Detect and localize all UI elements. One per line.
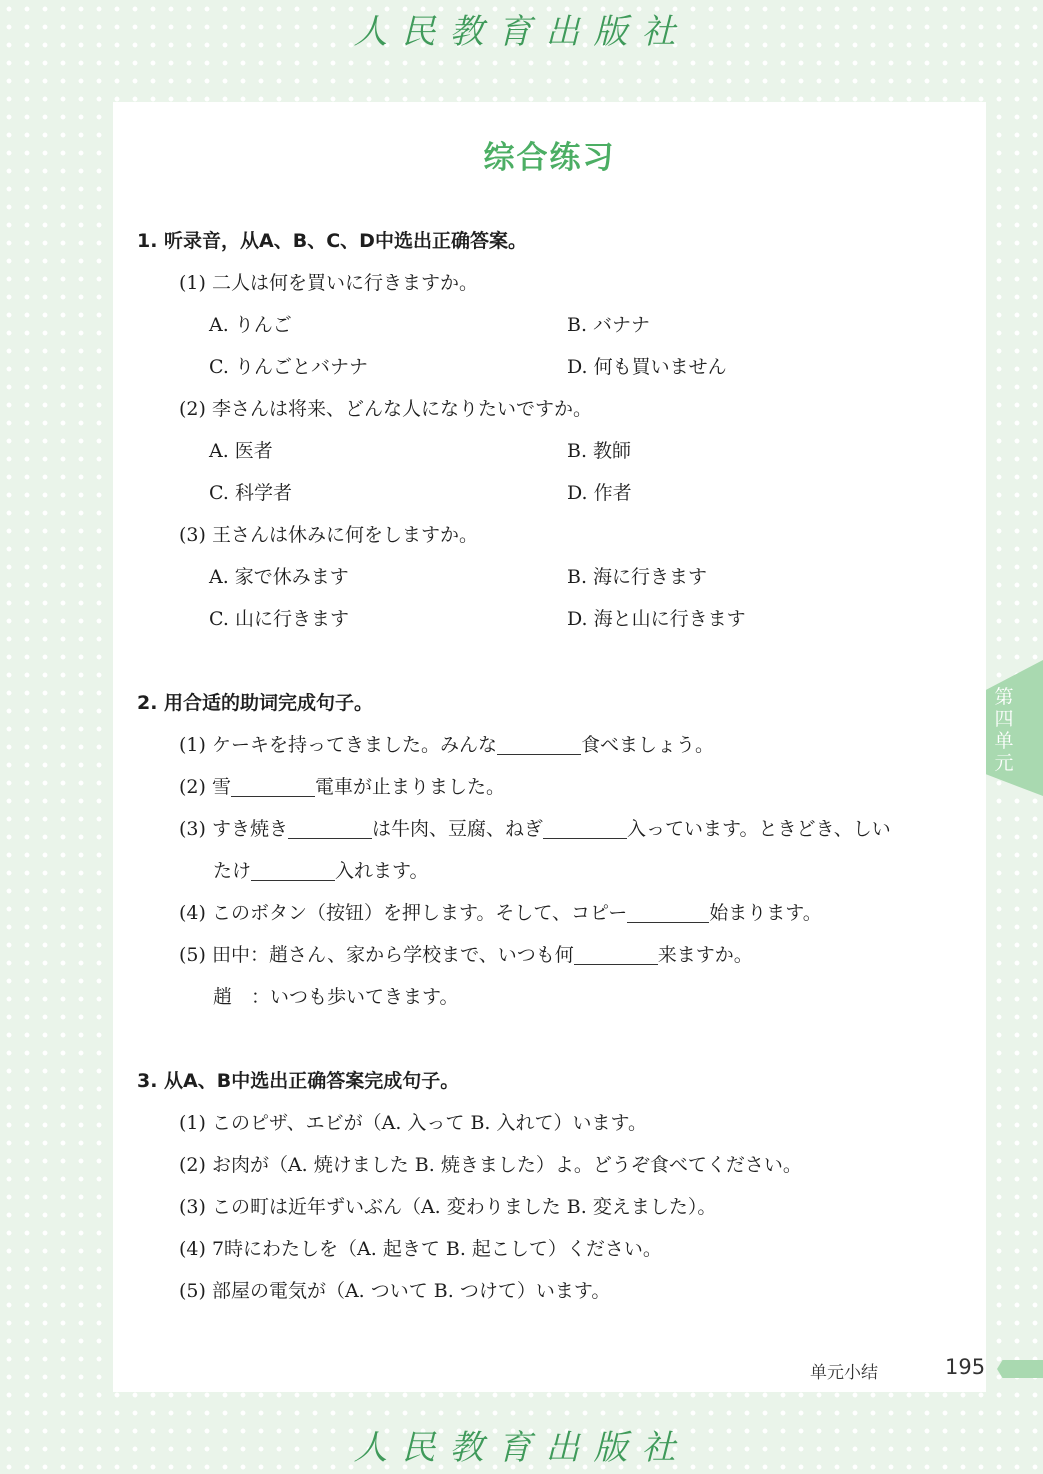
q2-sentence-2 bbox=[179, 774, 505, 800]
answer-blank[interactable] bbox=[288, 816, 372, 839]
q1-item-3-option-a: A. 家で休みます bbox=[209, 566, 349, 588]
q2-s3-text-b: は牛肉、豆腐、ねぎ bbox=[371, 818, 543, 840]
q1-item-1-option-d: D. 何も買いません bbox=[567, 356, 727, 378]
q3-item-5: (5) 部屋の電気が（A. ついて B. つけて）います。 bbox=[179, 1280, 611, 1302]
q1-item-2-option-a: A. 医者 bbox=[209, 440, 273, 462]
q2-s4-text-a: (4) このボタン（按钮）を押します。そして、コピー bbox=[179, 902, 628, 924]
answer-blank[interactable] bbox=[497, 732, 581, 755]
section-title: 综合练习 bbox=[483, 140, 616, 176]
q2-s3-text-d: たけ bbox=[213, 860, 252, 882]
answer-blank[interactable] bbox=[574, 942, 658, 965]
q2-s1-text-a: (1) ケーキを持ってきました。みんな bbox=[179, 734, 497, 756]
q1-item-1-option-a: A. りんご bbox=[209, 314, 292, 336]
q2-sentence-4 bbox=[179, 900, 822, 926]
publisher-logo-bottom: 人民教育出版社 bbox=[353, 1428, 690, 1468]
q2-sentence-5 bbox=[179, 942, 753, 968]
q1-item-3-option-b: B. 海に行きます bbox=[567, 566, 708, 588]
q3-item-3: (3) この町は近年ずいぶん（A. 変わりました B. 変えました）。 bbox=[179, 1196, 717, 1218]
question-3-heading: 3. 从A、B中选出正确答案完成句子。 bbox=[137, 1070, 460, 1092]
publisher-logo-top: 人民教育出版社 bbox=[353, 12, 690, 52]
q1-item-2-option-d: D. 作者 bbox=[567, 482, 632, 504]
page-sheet bbox=[113, 102, 986, 1392]
q2-s5-text-b: 来ますか。 bbox=[657, 944, 753, 966]
q1-item-3-option-c: C. 山に行きます bbox=[209, 608, 349, 630]
answer-blank[interactable] bbox=[251, 858, 335, 881]
answer-blank[interactable] bbox=[231, 774, 315, 797]
q1-item-1-option-b: B. バナナ bbox=[567, 314, 651, 336]
q1-item-3-stem: (3) 王さんは休みに何をしますか。 bbox=[179, 524, 478, 546]
q2-s3-text-e: 入れます。 bbox=[335, 860, 429, 882]
question-2-heading: 2. 用合适的助词完成句子。 bbox=[137, 692, 374, 714]
q1-item-1-stem: (1) 二人は何を買いに行きますか。 bbox=[179, 272, 478, 294]
q3-item-1: (1) このピザ、エビが（A. 入って B. 入れて）います。 bbox=[179, 1112, 647, 1134]
q2-sentence-3 bbox=[179, 816, 891, 842]
q2-s3-text-a: (3) すき焼き bbox=[179, 818, 288, 840]
q1-item-2-option-b: B. 教師 bbox=[567, 440, 632, 462]
answer-blank[interactable] bbox=[627, 900, 709, 923]
footer-section-label: 单元小结 bbox=[810, 1363, 878, 1383]
q3-item-2: (2) お肉が（A. 焼けました B. 焼きました）よ。どうぞ食べてください。 bbox=[179, 1154, 802, 1176]
q2-s1-text-b: 食べましょう。 bbox=[580, 734, 714, 756]
answer-blank[interactable] bbox=[543, 816, 627, 839]
question-1-heading: 1. 听录音，从A、B、C、D中选出正确答案。 bbox=[137, 230, 527, 252]
q3-item-4: (4) 7時にわたしを（A. 起きて B. 起こして）ください。 bbox=[179, 1238, 662, 1260]
q2-s3-text-c: 入っています。ときどき、しい bbox=[626, 818, 891, 840]
q1-item-2-option-c: C. 科学者 bbox=[209, 482, 292, 504]
q2-sentence-5-reply: 趙 ：いつも歩いてきます。 bbox=[213, 986, 459, 1008]
q1-item-2-stem: (2) 李さんは将来、どんな人になりたいですか。 bbox=[179, 398, 592, 420]
page-number-bar bbox=[997, 1360, 1043, 1378]
unit-side-tab-label: 第四单元 bbox=[994, 686, 1014, 774]
q2-s2-text-b: 電車が止まりました。 bbox=[314, 776, 505, 798]
q2-s5-text-a: (5) 田中：趙さん、家から学校まで、いつも何 bbox=[179, 944, 574, 966]
q2-sentence-1 bbox=[179, 732, 714, 758]
q1-item-1-option-c: C. りんごとバナナ bbox=[209, 356, 368, 378]
page-number: 195 bbox=[945, 1355, 986, 1379]
q1-item-3-option-d: D. 海と山に行きます bbox=[567, 608, 746, 630]
q2-s2-text-a: (2) 雪 bbox=[179, 776, 231, 798]
q2-sentence-3-continued bbox=[213, 858, 429, 884]
q2-s4-text-b: 始まります。 bbox=[709, 902, 822, 924]
